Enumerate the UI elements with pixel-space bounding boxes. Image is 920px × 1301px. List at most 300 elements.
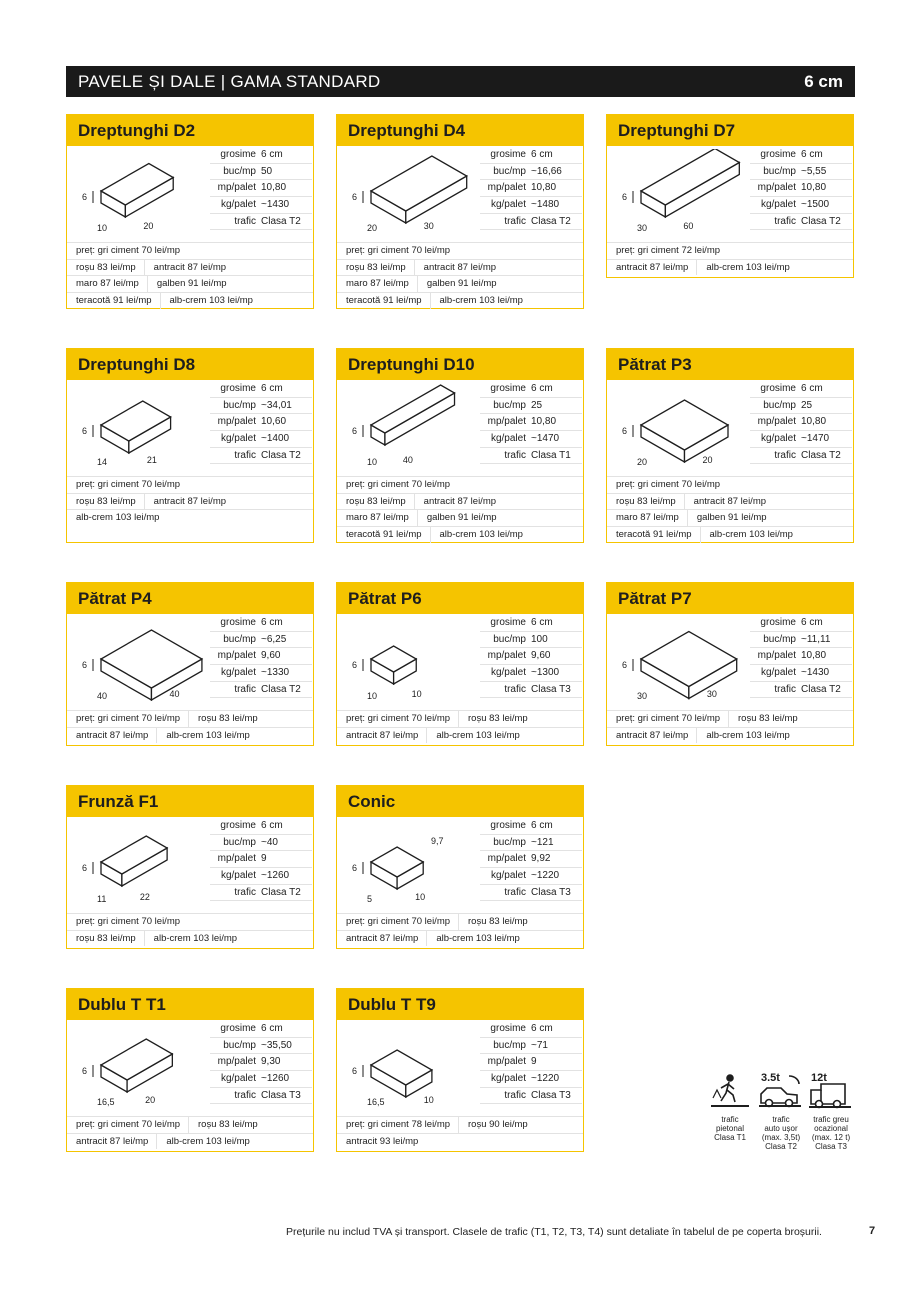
price-item: alb-crem 103 lei/mp — [696, 728, 797, 744]
spec-value: Clasa T2 — [261, 886, 301, 898]
spec-row — [480, 648, 582, 665]
legend-text: pietonal — [715, 1124, 745, 1133]
spec-row — [480, 1054, 582, 1071]
spec-value: Clasa T2 — [261, 449, 301, 461]
spec-value: 9,30 — [261, 1056, 281, 1068]
price-item: alb-crem 103 lei/mp — [696, 260, 797, 276]
price-row — [67, 242, 313, 259]
dimension-b-label: 20 — [145, 1095, 156, 1105]
spec-key: grosime — [220, 820, 256, 831]
spec-value: 10,80 — [801, 182, 827, 194]
spec-row — [480, 868, 582, 885]
spec-value: ~1470 — [801, 433, 830, 445]
spec-value: Clasa T2 — [801, 449, 841, 461]
spec-key: mp/palet — [217, 1056, 256, 1068]
spec-value: ~16,66 — [531, 165, 562, 177]
price-row — [607, 476, 853, 493]
car-icon — [759, 1072, 801, 1107]
product-title: Pătrat P6 — [337, 583, 583, 614]
price-list — [67, 242, 313, 309]
spec-key: buc/mp — [223, 836, 256, 848]
spec-key: mp/palet — [217, 182, 256, 194]
spec-key: kg/palet — [490, 870, 526, 882]
spec-value: Clasa T2 — [531, 215, 571, 227]
spec-key: grosime — [490, 383, 526, 394]
spec-value: 50 — [261, 165, 273, 177]
price-item: alb-crem 103 lei/mp — [700, 527, 801, 543]
svg-text:12t: 12t — [811, 1072, 827, 1084]
spec-row — [480, 1088, 582, 1105]
price-item: preț: gri ciment 70 lei/mp — [76, 916, 181, 927]
spec-key: grosime — [490, 149, 526, 160]
spec-value: Clasa T3 — [531, 886, 571, 898]
height-label: 6 — [622, 660, 628, 670]
paver-diagram — [341, 617, 477, 703]
spec-row — [750, 398, 852, 415]
price-row — [607, 509, 853, 526]
spec-value: 10,60 — [261, 416, 287, 428]
dimension-a-label: 16,5 — [367, 1097, 385, 1107]
paver-diagram — [611, 383, 747, 469]
spec-key: grosime — [760, 383, 796, 394]
spec-row — [480, 147, 582, 164]
spec-row — [210, 615, 312, 632]
spec-value: 10,80 — [531, 416, 557, 428]
dimension-a-label: 40 — [97, 691, 108, 701]
spec-key: kg/palet — [220, 433, 256, 445]
spec-value: 10,80 — [801, 416, 827, 428]
spec-key: trafic — [234, 449, 256, 461]
spec-row — [210, 682, 312, 699]
dimension-b-label: 20 — [702, 455, 713, 465]
spec-value: ~1300 — [531, 667, 560, 679]
price-row — [67, 493, 313, 510]
legend-truck — [806, 1115, 856, 1151]
spec-value: ~1220 — [531, 870, 560, 882]
spec-key: mp/palet — [217, 853, 256, 865]
spec-value: Clasa T2 — [801, 683, 841, 695]
spec-value: Clasa T3 — [531, 683, 571, 695]
dimension-a-label: 10 — [367, 691, 378, 701]
spec-row — [750, 197, 852, 214]
legend-text: trafic — [721, 1115, 739, 1124]
price-item: preț: gri ciment 70 lei/mp — [76, 713, 181, 724]
spec-row — [210, 147, 312, 164]
spec-value: Clasa T3 — [531, 1089, 571, 1101]
spec-value: ~1470 — [531, 433, 560, 445]
spec-row — [210, 414, 312, 431]
product-title: Dublu T T9 — [337, 989, 583, 1020]
price-row — [67, 275, 313, 292]
spec-value: ~1260 — [261, 870, 290, 882]
spec-value: ~1480 — [531, 199, 560, 211]
paver-diagram — [341, 149, 477, 235]
price-row — [67, 509, 313, 526]
spec-table — [210, 381, 312, 464]
spec-table — [480, 381, 582, 464]
legend-text: Clasa T1 — [714, 1133, 746, 1142]
price-row — [337, 509, 583, 526]
paver-diagram — [71, 820, 207, 906]
spec-value: ~6,25 — [261, 633, 287, 645]
price-item: preț: gri ciment 70 lei/mp — [346, 916, 451, 927]
price-item: roșu 83 lei/mp — [76, 932, 136, 944]
spec-value: ~1330 — [261, 667, 290, 679]
dimension-b-label: 20 — [143, 221, 154, 231]
spec-key: mp/palet — [757, 650, 796, 662]
spec-key: kg/palet — [760, 199, 796, 211]
legend-text: Clasa T3 — [815, 1142, 847, 1151]
spec-row — [210, 381, 312, 398]
price-item: preț: gri ciment 70 lei/mp — [346, 713, 451, 724]
price-list — [337, 710, 583, 743]
spec-key: grosime — [490, 1023, 526, 1034]
spec-table — [480, 615, 582, 698]
paver-diagram — [341, 383, 477, 469]
spec-row — [750, 180, 852, 197]
spec-key: kg/palet — [220, 667, 256, 679]
price-item: alb-crem 103 lei/mp — [426, 728, 527, 744]
spec-row — [750, 147, 852, 164]
product-title: Dreptunghi D4 — [337, 115, 583, 146]
spec-key: kg/palet — [490, 433, 526, 445]
dimension-b-label: 10 — [423, 1095, 434, 1105]
spec-key: grosime — [220, 1023, 256, 1034]
spec-value: ~11,11 — [801, 633, 831, 645]
dimension-a-label: 10 — [97, 223, 108, 233]
spec-value: ~71 — [531, 1039, 548, 1051]
product-card — [66, 582, 314, 746]
price-row — [337, 930, 583, 947]
spec-row — [210, 1088, 312, 1105]
product-card — [336, 582, 584, 746]
spec-key: trafic — [234, 683, 256, 695]
price-list — [607, 242, 853, 275]
dimension-a-label: 14 — [97, 457, 108, 467]
product-title: Frunză F1 — [67, 786, 313, 817]
paver-diagram — [341, 820, 477, 906]
price-item: preț: gri ciment 70 lei/mp — [76, 245, 181, 256]
spec-key: buc/mp — [493, 836, 526, 848]
price-item: antracit 87 lei/mp — [76, 729, 149, 741]
price-list — [67, 1116, 313, 1149]
price-row — [67, 710, 313, 727]
spec-row — [480, 431, 582, 448]
spec-value: 9,60 — [261, 650, 281, 662]
spec-table — [480, 818, 582, 901]
height-label: 6 — [82, 1066, 88, 1076]
height-label: 6 — [352, 1066, 358, 1076]
price-item: maro 87 lei/mp — [346, 512, 409, 524]
spec-row — [480, 164, 582, 181]
product-card — [606, 348, 854, 543]
product-card — [66, 348, 314, 543]
price-item: alb-crem 103 lei/mp — [430, 527, 531, 543]
spec-value: 6 cm — [531, 1023, 553, 1034]
price-row — [607, 493, 853, 510]
spec-table — [210, 1021, 312, 1104]
price-item: maro 87 lei/mp — [346, 278, 409, 290]
spec-row — [480, 381, 582, 398]
spec-row — [750, 665, 852, 682]
spec-row — [480, 414, 582, 431]
spec-key: buc/mp — [763, 633, 796, 645]
spec-key: trafic — [504, 886, 526, 898]
spec-value: 25 — [531, 399, 543, 411]
price-row — [337, 1133, 583, 1150]
footer-note: Prețurile nu includ TVA și transport. Clasele de trafic (T1, T2, T3, T4) sunt detaliate în tabelul de pe coperta broșurii. — [286, 1226, 822, 1238]
price-item: teracotă 91 lei/mp — [346, 295, 422, 307]
price-item: roșu 83 lei/mp — [188, 711, 266, 727]
price-item: teracotă 91 lei/mp — [76, 295, 152, 307]
spec-row — [750, 431, 852, 448]
spec-row — [480, 197, 582, 214]
spec-key: buc/mp — [493, 1039, 526, 1051]
dimension-a-label: 20 — [637, 457, 648, 467]
height-label: 6 — [352, 863, 358, 873]
spec-value: 100 — [531, 633, 548, 645]
price-item: alb-crem 103 lei/mp — [430, 293, 531, 309]
spec-key: kg/palet — [220, 870, 256, 882]
spec-key: kg/palet — [760, 667, 796, 679]
spec-row — [750, 448, 852, 465]
price-item: roșu 83 lei/mp — [458, 914, 536, 930]
spec-value: 6 cm — [261, 383, 283, 394]
spec-value: 9 — [531, 1056, 537, 1068]
price-item: antracit 87 lei/mp — [76, 1135, 149, 1147]
spec-row — [210, 632, 312, 649]
price-item: alb-crem 103 lei/mp — [426, 931, 527, 947]
spec-row — [480, 398, 582, 415]
spec-value: ~5,55 — [801, 165, 827, 177]
pedestrian-icon — [711, 1075, 749, 1106]
price-item: maro 87 lei/mp — [76, 278, 139, 290]
spec-row — [210, 448, 312, 465]
spec-key: mp/palet — [487, 416, 526, 428]
price-row — [337, 493, 583, 510]
spec-key: buc/mp — [223, 165, 256, 177]
dimension-b-label: 30 — [706, 689, 717, 699]
price-item: roșu 83 lei/mp — [616, 495, 676, 507]
legend-car — [756, 1115, 806, 1151]
height-label: 6 — [352, 660, 358, 670]
spec-value: ~34,01 — [261, 399, 292, 411]
price-list — [67, 710, 313, 743]
spec-value: 10,80 — [531, 182, 557, 194]
spec-value: ~40 — [261, 836, 278, 848]
spec-row — [210, 1054, 312, 1071]
product-title: Pătrat P4 — [67, 583, 313, 614]
price-item: preț: gri ciment 70 lei/mp — [616, 713, 721, 724]
price-item: antracit 87 lei/mp — [346, 932, 419, 944]
price-row — [67, 1116, 313, 1133]
spec-value: 6 cm — [801, 617, 823, 628]
price-item: antracit 87 lei/mp — [684, 494, 774, 510]
traffic-legend — [705, 1068, 857, 1158]
dimension-b-label: 10 — [411, 689, 422, 699]
spec-value: ~121 — [531, 836, 554, 848]
page-title: PAVELE ȘI DALE | GAMA STANDARD — [78, 71, 381, 91]
spec-row — [750, 632, 852, 649]
price-row — [607, 242, 853, 259]
spec-row — [480, 214, 582, 231]
product-title: Pătrat P7 — [607, 583, 853, 614]
spec-table — [480, 147, 582, 230]
product-title: Dreptunghi D7 — [607, 115, 853, 146]
spec-key: mp/palet — [757, 416, 796, 428]
spec-row — [750, 214, 852, 231]
spec-row — [480, 632, 582, 649]
product-card — [336, 785, 584, 949]
price-list — [607, 710, 853, 743]
spec-row — [480, 835, 582, 852]
spec-key: trafic — [774, 215, 796, 227]
spec-value: 6 cm — [261, 149, 283, 160]
legend-text: trafic greu — [813, 1115, 849, 1124]
spec-row — [210, 818, 312, 835]
thickness-label: 6 cm — [804, 71, 843, 91]
spec-key: trafic — [504, 449, 526, 461]
price-item: preț: gri ciment 70 lei/mp — [76, 1119, 181, 1130]
price-item: roșu 83 lei/mp — [188, 1117, 266, 1133]
price-row — [67, 1133, 313, 1150]
spec-key: trafic — [774, 683, 796, 695]
spec-row — [480, 615, 582, 632]
dimension-c-label: 9,7 — [431, 836, 444, 846]
spec-key: buc/mp — [763, 399, 796, 411]
spec-value: ~1430 — [801, 667, 830, 679]
spec-value: ~35,50 — [261, 1039, 292, 1051]
dimension-b-label: 10 — [415, 892, 426, 902]
price-list — [337, 242, 583, 309]
spec-key: mp/palet — [487, 853, 526, 865]
product-card — [336, 114, 584, 309]
legend-text: auto ușor — [764, 1124, 798, 1133]
dimension-b-label: 60 — [683, 221, 694, 231]
spec-table — [480, 1021, 582, 1104]
price-item: galben 91 lei/mp — [417, 510, 505, 526]
price-item: galben 91 lei/mp — [417, 276, 505, 292]
height-label: 6 — [352, 426, 358, 436]
spec-value: Clasa T1 — [531, 449, 571, 461]
spec-row — [210, 1038, 312, 1055]
spec-key: grosime — [490, 820, 526, 831]
paver-diagram — [71, 383, 207, 469]
spec-row — [750, 164, 852, 181]
price-item: alb-crem 103 lei/mp — [156, 728, 257, 744]
spec-key: grosime — [490, 617, 526, 628]
price-row — [607, 259, 853, 276]
price-item: teracotă 91 lei/mp — [346, 529, 422, 541]
product-card — [606, 582, 854, 746]
price-item: roșu 83 lei/mp — [76, 495, 136, 507]
price-row — [337, 275, 583, 292]
product-card — [66, 114, 314, 309]
price-item: antracit 87 lei/mp — [144, 260, 234, 276]
spec-value: Clasa T2 — [261, 215, 301, 227]
legend-text: (max. 12 t) — [811, 1133, 851, 1142]
price-row — [67, 292, 313, 309]
spec-value: 6 cm — [531, 383, 553, 394]
product-title: Dublu T T1 — [67, 989, 313, 1020]
spec-value: 6 cm — [801, 149, 823, 160]
spec-key: grosime — [220, 383, 256, 394]
dimension-b-label: 40 — [402, 455, 413, 465]
legend-text: (max. 3,5t) — [761, 1133, 801, 1142]
price-row — [607, 526, 853, 543]
price-row — [607, 727, 853, 744]
price-row — [67, 930, 313, 947]
price-list — [337, 1116, 583, 1149]
product-title: Pătrat P3 — [607, 349, 853, 380]
paver-diagram — [71, 1023, 207, 1109]
product-card — [66, 988, 314, 1152]
spec-value: ~1220 — [531, 1073, 560, 1085]
spec-key: buc/mp — [223, 633, 256, 645]
spec-key: grosime — [760, 149, 796, 160]
page-number: 7 — [869, 1225, 876, 1237]
spec-row — [210, 1021, 312, 1038]
spec-key: mp/palet — [757, 182, 796, 194]
spec-value: Clasa T2 — [261, 683, 301, 695]
spec-key: grosime — [220, 149, 256, 160]
spec-row — [750, 381, 852, 398]
product-card — [336, 348, 584, 543]
price-item: galben 91 lei/mp — [147, 276, 235, 292]
spec-row — [480, 180, 582, 197]
price-row — [67, 259, 313, 276]
price-item: teracotă 91 lei/mp — [616, 529, 692, 541]
spec-value: 6 cm — [531, 820, 553, 831]
spec-key: trafic — [504, 215, 526, 227]
spec-key: mp/palet — [487, 650, 526, 662]
price-item: alb-crem 103 lei/mp — [76, 512, 160, 524]
spec-row — [210, 180, 312, 197]
spec-value: 6 cm — [801, 383, 823, 394]
spec-row — [210, 665, 312, 682]
paver-diagram — [611, 149, 747, 235]
spec-row — [210, 1071, 312, 1088]
spec-table — [210, 818, 312, 901]
spec-row — [210, 164, 312, 181]
spec-value: ~1260 — [261, 1073, 290, 1085]
dimension-b-label: 22 — [139, 892, 150, 902]
spec-row — [480, 1071, 582, 1088]
spec-key: kg/palet — [220, 1073, 256, 1085]
height-label: 6 — [82, 660, 88, 670]
spec-row — [210, 197, 312, 214]
spec-row — [480, 448, 582, 465]
dimension-a-label: 20 — [367, 223, 378, 233]
price-item: roșu 83 lei/mp — [346, 261, 406, 273]
spec-table — [210, 615, 312, 698]
price-item: antracit 87 lei/mp — [144, 494, 234, 510]
price-item: antracit 93 lei/mp — [346, 1135, 419, 1147]
dimension-b-label: 21 — [146, 455, 157, 465]
price-list — [67, 476, 313, 526]
spec-value: 25 — [801, 399, 813, 411]
product-card — [336, 988, 584, 1152]
legend-text: trafic — [772, 1115, 790, 1124]
dimension-a-label: 16,5 — [97, 1097, 115, 1107]
spec-key: mp/palet — [217, 650, 256, 662]
page-header — [66, 66, 855, 97]
price-row — [67, 727, 313, 744]
price-row — [337, 727, 583, 744]
price-item: alb-crem 103 lei/mp — [156, 1134, 257, 1150]
price-list — [67, 913, 313, 946]
svg-text:3.5t: 3.5t — [761, 1072, 780, 1084]
